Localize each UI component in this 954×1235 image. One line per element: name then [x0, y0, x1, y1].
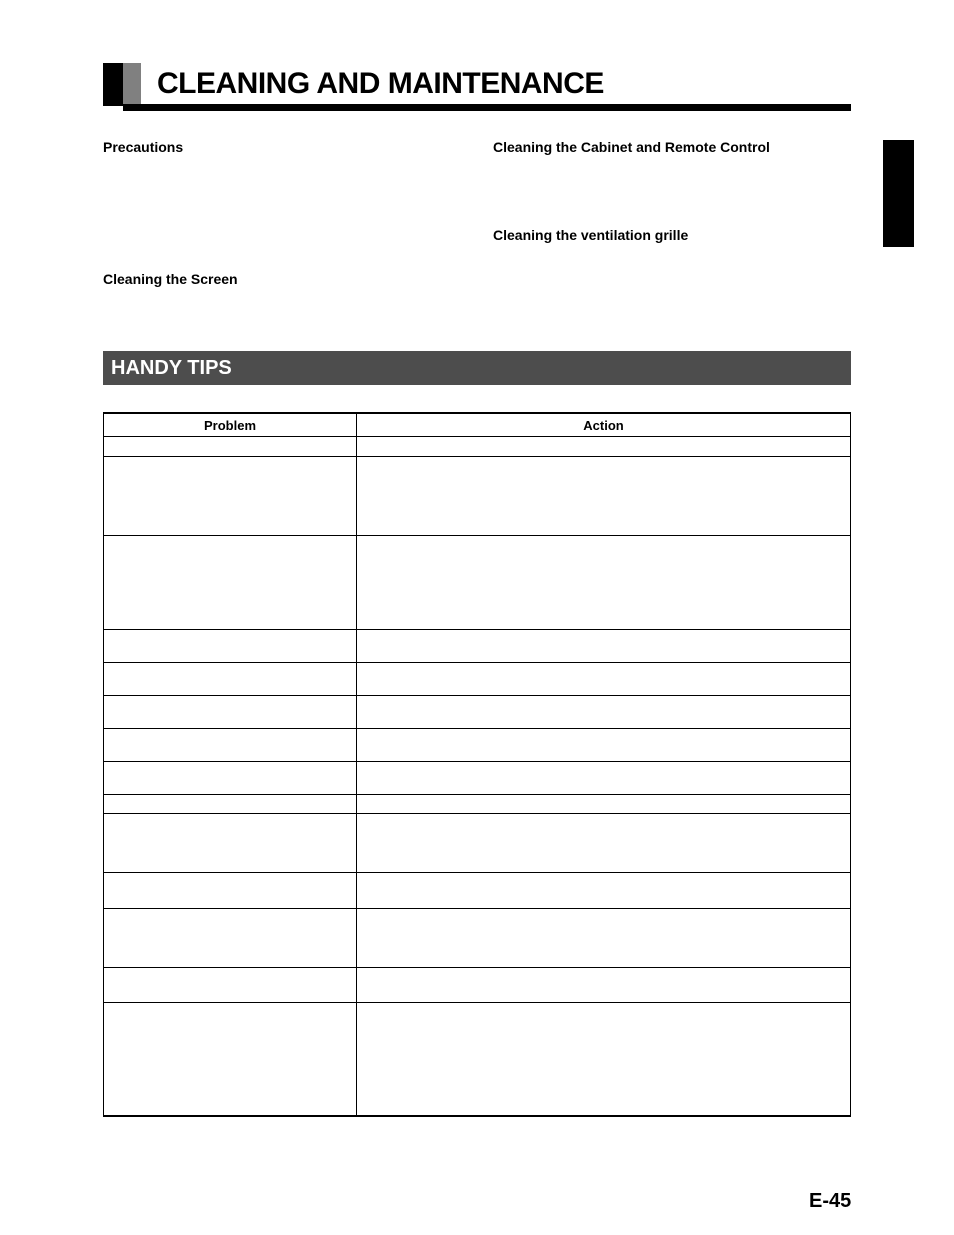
- action-cell: [357, 729, 851, 762]
- action-cell: [357, 968, 851, 1003]
- action-cell: [357, 762, 851, 795]
- table-row: [104, 1003, 851, 1116]
- precautions-heading: Precautions: [103, 139, 184, 155]
- problem-cell: [104, 968, 357, 1003]
- problem-cell: [104, 630, 357, 663]
- table-row: [104, 437, 851, 457]
- problem-cell: [104, 536, 357, 630]
- cleaning-grille-heading: Cleaning the ventilation grille: [493, 227, 689, 243]
- table-row: [104, 729, 851, 762]
- table-row: [104, 795, 851, 814]
- action-cell: [357, 457, 851, 536]
- action-cell: [357, 795, 851, 814]
- table-row: [104, 630, 851, 663]
- problem-cell: [104, 457, 357, 536]
- table-row: [104, 663, 851, 696]
- problem-cell: [104, 1003, 357, 1116]
- title-marker-dark: [103, 63, 123, 106]
- action-cell: [357, 630, 851, 663]
- page-number: E-45: [809, 1190, 852, 1212]
- handy-tips-table: [103, 412, 851, 1117]
- action-cell: [357, 663, 851, 696]
- action-cell: [357, 909, 851, 968]
- table-row: [104, 696, 851, 729]
- problem-cell: [104, 663, 357, 696]
- table-row: [104, 909, 851, 968]
- action-cell: [357, 1003, 851, 1116]
- problem-cell: [104, 696, 357, 729]
- cleaning-cabinet-heading: Cleaning the Cabinet and Remote Control: [493, 139, 770, 155]
- problem-cell: [104, 909, 357, 968]
- action-cell: [357, 814, 851, 873]
- problem-cell: [104, 729, 357, 762]
- action-column-header: Action: [357, 413, 851, 437]
- handy-tips-band: [103, 351, 851, 385]
- table-row: [104, 814, 851, 873]
- action-cell: [357, 536, 851, 630]
- page-title: CLEANING AND MAINTENANCE: [157, 67, 604, 100]
- title-marker-grey: [123, 63, 141, 106]
- action-cell: [357, 696, 851, 729]
- table-row: [104, 762, 851, 795]
- problem-cell: [104, 814, 357, 873]
- title-underline: [123, 104, 851, 111]
- table-header-row: [104, 413, 851, 437]
- language-side-tab: [883, 140, 914, 247]
- table-row: [104, 457, 851, 536]
- table-row: [104, 873, 851, 909]
- problem-cell: [104, 873, 357, 909]
- problem-cell: [104, 795, 357, 814]
- problem-cell: [104, 762, 357, 795]
- action-cell: [357, 873, 851, 909]
- problem-column-header: Problem: [104, 413, 357, 437]
- table-row: [104, 536, 851, 630]
- handy-tips-title: HANDY TIPS: [111, 357, 232, 379]
- cleaning-screen-heading: Cleaning the Screen: [103, 271, 238, 287]
- action-cell: [357, 437, 851, 457]
- table-row: [104, 968, 851, 1003]
- problem-cell: [104, 437, 357, 457]
- section-title: [103, 63, 851, 112]
